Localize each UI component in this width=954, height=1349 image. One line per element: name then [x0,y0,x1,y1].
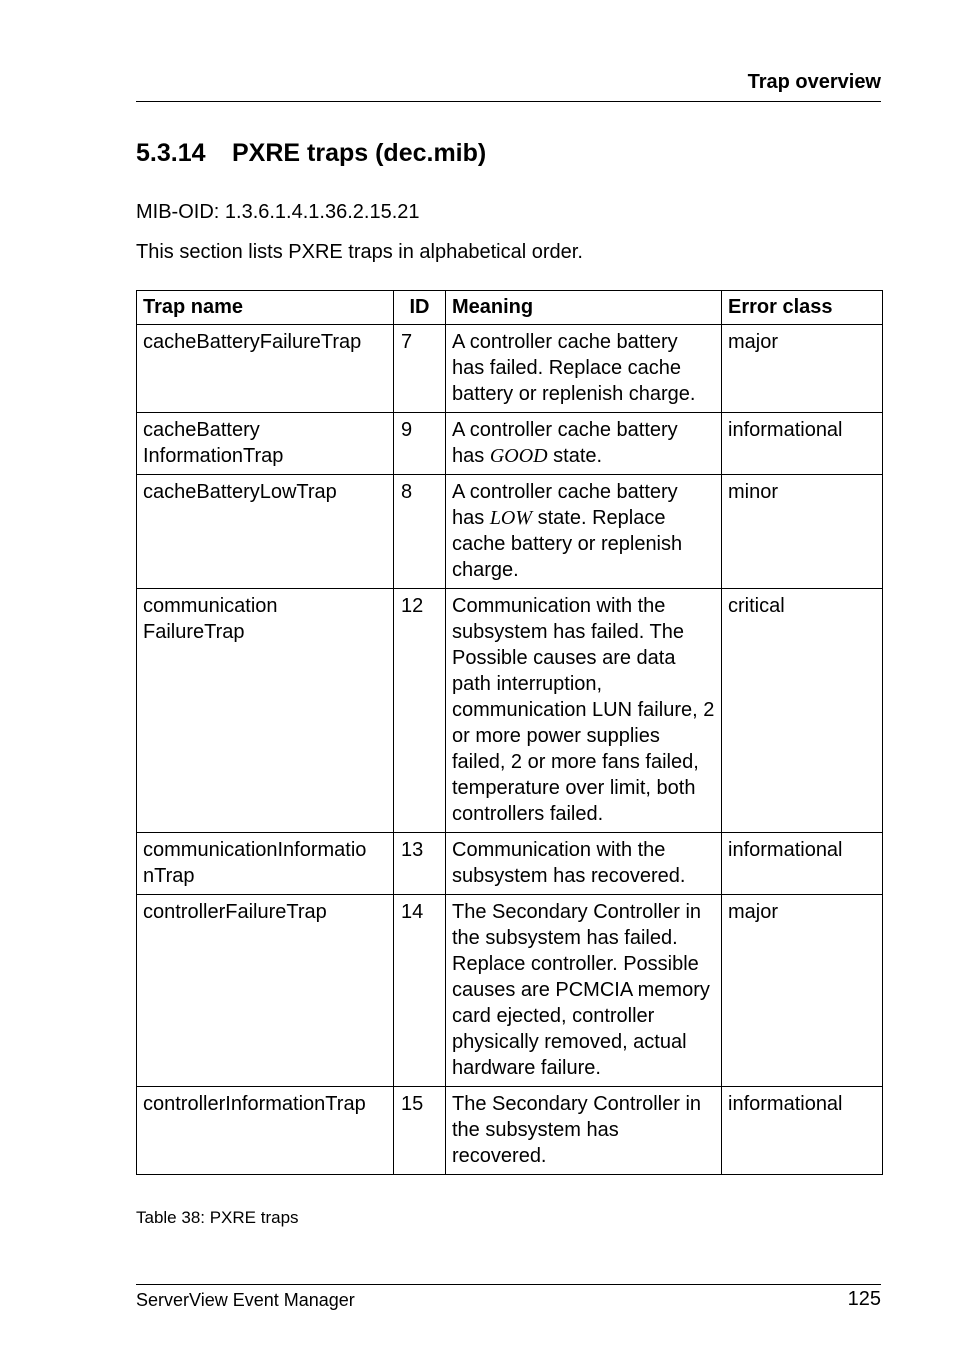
table-caption: Table 38: PXRE traps [136,1208,299,1227]
page-number: 125 [847,1288,881,1310]
trap-meaning-cell [446,475,722,589]
meaning-text: state. Replace cache battery or replenish charge. [452,507,683,581]
table-row [137,475,883,589]
pxre-traps-table [136,290,883,1175]
trap-name-cell: controllerFailureTrap [137,895,394,1087]
trap-meaning-cell: A controller cache battery has failed. Replace cache battery or replenish charge. [446,325,722,413]
trap-name-cell: controllerInformationTrap [137,1087,394,1175]
trap-name-cell: communicationInformatio nTrap [137,833,394,895]
meaning-text: A controller cache battery has [452,419,678,467]
trap-id-cell: 15 [394,1087,446,1175]
table-header-row [137,291,883,325]
trap-name-cell: cacheBatteryFailureTrap [137,325,394,413]
running-header: Trap overview [747,71,881,93]
table-row [137,589,883,833]
meaning-text: state. [547,445,603,467]
trap-meaning-cell: The Secondary Controller in the subsystem has failed. Replace controller. Possible causes are PCMCIA memory card ejected, controller physically removed, actual hardware failure. [446,895,722,1087]
trap-meaning-cell [446,413,722,475]
section-number: 5.3.14 [136,139,206,167]
footer-product-name: ServerView Event Manager [136,1290,355,1310]
col-header-meaning: Meaning [446,291,722,325]
trap-name-cell: communication FailureTrap [137,589,394,833]
trap-id-cell: 12 [394,589,446,833]
state-value: GOOD [489,445,548,467]
trap-id-cell: 8 [394,475,446,589]
trap-id-cell: 14 [394,895,446,1087]
trap-id-cell: 13 [394,833,446,895]
table-row [137,413,883,475]
trap-error-class-cell: minor [722,475,883,589]
trap-error-class-cell: major [722,895,883,1087]
trap-error-class-cell: critical [722,589,883,833]
trap-meaning-cell: The Secondary Controller in the subsystem has recovered. [446,1087,722,1175]
table-row [137,833,883,895]
meaning-text: A controller cache battery has [452,481,678,529]
section-intro: This section lists PXRE traps in alphabetical order. [136,241,583,263]
trap-name-cell: cacheBatteryLowTrap [137,475,394,589]
section-heading [136,139,486,168]
section-title: PXRE traps (dec.mib) [232,139,487,167]
trap-id-cell: 9 [394,413,446,475]
trap-id-cell: 7 [394,325,446,413]
col-header-trap-name: Trap name [137,291,394,325]
state-value: LOW [489,507,533,529]
table-row [137,895,883,1087]
trap-error-class-cell: informational [722,1087,883,1175]
col-header-id: ID [394,291,446,325]
col-header-error-class: Error class [722,291,883,325]
trap-error-class-cell: informational [722,413,883,475]
trap-meaning-cell: Communication with the subsystem has recovered. [446,833,722,895]
table-row [137,325,883,413]
footer-rule [136,1284,881,1285]
mib-oid: MIB-OID: 1.3.6.1.4.1.36.2.15.21 [136,201,420,223]
trap-error-class-cell: major [722,325,883,413]
table-row [137,1087,883,1175]
trap-name-cell: cacheBattery InformationTrap [137,413,394,475]
trap-meaning-cell: Communication with the subsystem has failed. The Possible causes are data path interruption, communication LUN failure, 2 or more power supplies failed, 2 or more fans failed, temperature over limit, both controllers failed. [446,589,722,833]
trap-error-class-cell: informational [722,833,883,895]
header-rule [136,101,881,102]
